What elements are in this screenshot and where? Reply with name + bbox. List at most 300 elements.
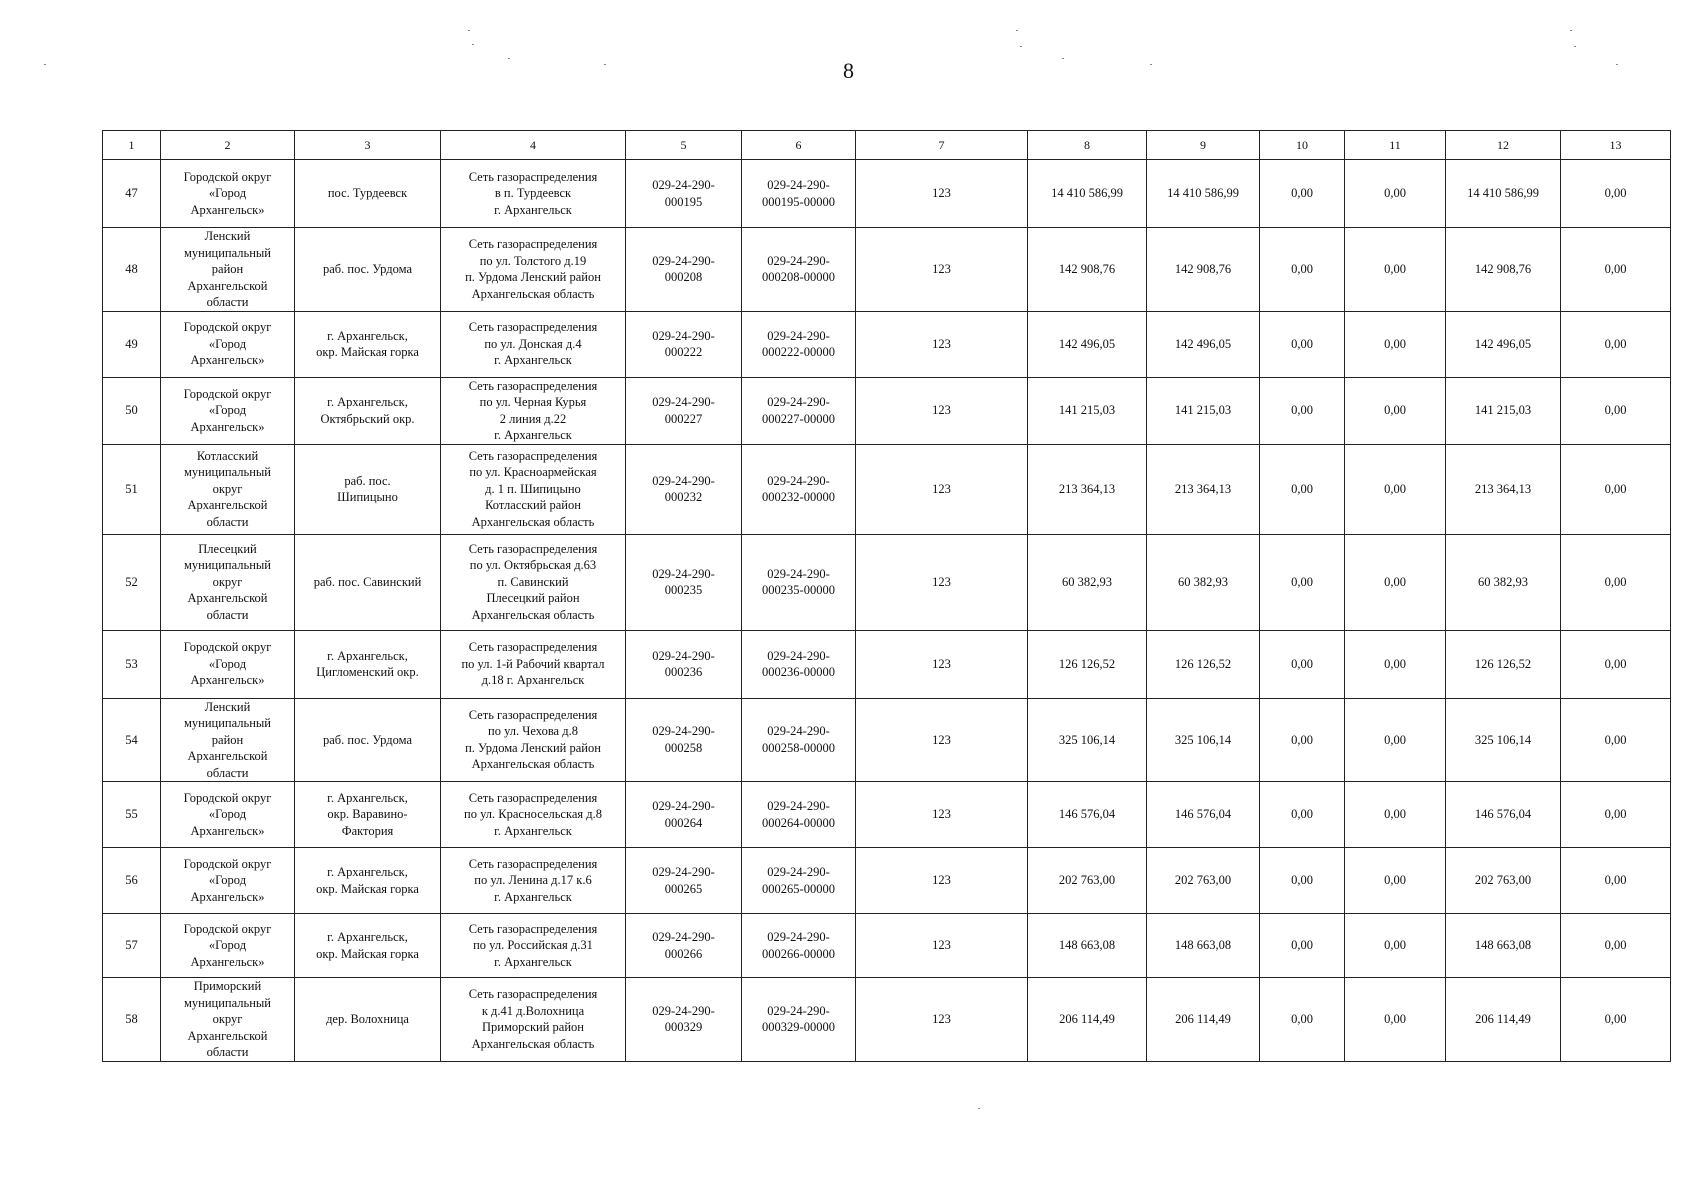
full-code-line: 000236-00000: [762, 665, 835, 679]
locality-cell: [295, 377, 441, 444]
district-cell: [161, 782, 295, 848]
col9-value-cell: 142 908,76: [1147, 228, 1260, 312]
full-code-line: 029-24-290-: [767, 648, 830, 663]
col12-value-cell: 325 106,14: [1446, 698, 1561, 782]
district-line: муниципальный: [184, 558, 271, 573]
col9-value-cell: 202 763,00: [1147, 848, 1260, 914]
col12-value-cell: 14 410 586,99: [1446, 160, 1561, 228]
locality-cell: [295, 228, 441, 312]
table-row: [103, 698, 1671, 782]
full-code-line: 029-24-290-: [767, 178, 830, 192]
object-name-line: Сеть газораспределения: [468, 790, 598, 805]
object-name-line: Сеть газораспределения: [468, 378, 598, 393]
object-name-line: Архангельская область: [471, 607, 595, 622]
full-code-line: 000329-00000: [762, 1020, 835, 1035]
scan-speck: [1574, 46, 1576, 47]
full-code-cell: [742, 444, 856, 534]
table-row: [103, 914, 1671, 978]
locality-line: г. Архангельск,: [327, 395, 408, 409]
object-code-line: 029-24-290-: [652, 930, 715, 944]
object-code-line: 029-24-290-: [652, 566, 715, 581]
district-line: «Город: [208, 938, 247, 953]
col7-cell: 123: [856, 782, 1028, 848]
col9-value-cell: 126 126,52: [1147, 630, 1260, 698]
object-name-cell: [441, 311, 626, 377]
full-code-line: 000265-00000: [762, 881, 835, 896]
full-code-line: 029-24-290-: [767, 724, 830, 739]
scan-speck: [472, 44, 474, 45]
locality-cell: [295, 160, 441, 228]
locality-cell: [295, 630, 441, 698]
col10-value-cell: 0,00: [1260, 377, 1345, 444]
full-code-line: 029-24-290-: [767, 473, 830, 488]
object-code-cell: [626, 534, 742, 630]
object-code-line: 000222: [664, 345, 703, 359]
col13-value-cell: 0,00: [1561, 377, 1671, 444]
district-line: муниципальный: [184, 245, 271, 260]
district-line: Архангельской: [187, 591, 268, 606]
col7-cell: 123: [856, 160, 1028, 228]
col10-value-cell: 0,00: [1260, 444, 1345, 534]
col13-value-cell: 0,00: [1561, 848, 1671, 914]
district-line: Архангельск»: [190, 954, 265, 969]
column-header: 7: [856, 131, 1028, 160]
object-code-line: 000232: [664, 490, 703, 504]
full-code-line: 029-24-290-: [767, 1003, 830, 1018]
col9-value-cell: 213 364,13: [1147, 444, 1260, 534]
full-code-line: 029-24-290-: [767, 328, 830, 343]
locality-line: раб. пос. Урдома: [322, 262, 413, 276]
col12-value-cell: 148 663,08: [1446, 914, 1561, 978]
object-name-cell: [441, 228, 626, 312]
column-header: 8: [1028, 131, 1147, 160]
col10-value-cell: 0,00: [1260, 311, 1345, 377]
col11-value-cell: 0,00: [1345, 914, 1446, 978]
table-row: [103, 782, 1671, 848]
object-code-line: 029-24-290-: [652, 724, 715, 739]
locality-line: Шипицыно: [337, 490, 398, 504]
district-line: Ленский: [204, 229, 251, 243]
object-code-line: 000195: [664, 194, 703, 209]
col11-value-cell: 0,00: [1345, 160, 1446, 228]
object-code-line: 000329: [664, 1020, 703, 1035]
district-line: Городской округ: [183, 790, 272, 805]
col8-value-cell: 202 763,00: [1028, 848, 1147, 914]
object-name-line: по ул. Российская д.31: [473, 938, 593, 953]
object-name-line: Архангельская область: [471, 286, 595, 301]
district-line: «Город: [208, 403, 247, 418]
object-code-cell: [626, 914, 742, 978]
object-name-line: Сеть газораспределения: [468, 921, 598, 936]
full-code-line: 000208-00000: [762, 270, 835, 285]
locality-cell: [295, 311, 441, 377]
full-code-line: 000258-00000: [762, 740, 835, 755]
row-number-cell: 56: [103, 848, 161, 914]
district-line: Городской округ: [183, 640, 272, 655]
district-cell: [161, 160, 295, 228]
district-cell: [161, 534, 295, 630]
object-name-line: г. Архангельск: [494, 889, 572, 904]
col11-value-cell: 0,00: [1345, 630, 1446, 698]
column-header: 5: [626, 131, 742, 160]
full-code-line: 029-24-290-: [767, 395, 830, 409]
row-number-cell: 57: [103, 914, 161, 978]
col8-value-cell: 14 410 586,99: [1028, 160, 1147, 228]
object-name-line: Плесецкий район: [486, 591, 580, 606]
district-line: «Город: [208, 873, 247, 888]
object-code-line: 029-24-290-: [652, 473, 715, 488]
table-row: [103, 848, 1671, 914]
district-line: Городской округ: [183, 320, 272, 335]
full-code-line: 000232-00000: [762, 490, 835, 504]
col12-value-cell: 142 908,76: [1446, 228, 1561, 312]
page-number: 8: [843, 58, 854, 83]
locality-cell: [295, 914, 441, 978]
object-name-line: д. 1 п. Шипицыно: [485, 481, 581, 496]
column-header: 12: [1446, 131, 1561, 160]
col7-cell: 123: [856, 534, 1028, 630]
object-code-line: 000258: [664, 740, 703, 755]
full-code-line: 000222-00000: [762, 345, 835, 359]
col12-value-cell: 202 763,00: [1446, 848, 1561, 914]
col7-cell: 123: [856, 630, 1028, 698]
locality-line: Фактория: [341, 823, 394, 838]
district-line: Ленский: [204, 699, 251, 714]
col12-value-cell: 142 496,05: [1446, 311, 1561, 377]
district-line: район: [211, 262, 244, 276]
object-name-line: Сеть газораспределения: [468, 320, 598, 335]
col7-cell: 123: [856, 914, 1028, 978]
table-row: [103, 534, 1671, 630]
col10-value-cell: 0,00: [1260, 630, 1345, 698]
district-line: области: [206, 295, 249, 309]
object-name-line: Приморский район: [482, 1020, 584, 1035]
full-code-cell: [742, 630, 856, 698]
col13-value-cell: 0,00: [1561, 914, 1671, 978]
col9-value-cell: 14 410 586,99: [1147, 160, 1260, 228]
district-cell: [161, 978, 295, 1062]
column-header: 6: [742, 131, 856, 160]
object-name-cell: [441, 848, 626, 914]
row-number-cell: 54: [103, 698, 161, 782]
full-code-cell: [742, 698, 856, 782]
object-name-line: к д.41 д.Волохница: [481, 1003, 585, 1018]
object-code-line: 029-24-290-: [652, 253, 715, 268]
district-line: район: [211, 732, 244, 747]
district-line: Архангельск»: [190, 202, 265, 217]
object-code-cell: [626, 698, 742, 782]
locality-line: дер. Волохница: [326, 1012, 409, 1026]
full-code-cell: [742, 534, 856, 630]
scan-speck: [978, 1108, 980, 1109]
full-code-cell: [742, 914, 856, 978]
object-code-cell: [626, 630, 742, 698]
col11-value-cell: 0,00: [1345, 698, 1446, 782]
district-cell: [161, 698, 295, 782]
locality-line: раб. пос.: [344, 473, 391, 488]
row-number-cell: 50: [103, 377, 161, 444]
object-name-line: п. Урдома Ленский район: [465, 270, 601, 285]
district-line: Архангельской: [187, 278, 268, 293]
locality-line: раб. пос. Урдома: [322, 732, 413, 747]
object-name-line: по ул. 1-й Рабочий квартал: [461, 656, 605, 671]
full-code-line: 029-24-290-: [767, 799, 830, 813]
col13-value-cell: 0,00: [1561, 228, 1671, 312]
object-code-cell: [626, 377, 742, 444]
col8-value-cell: 213 364,13: [1028, 444, 1147, 534]
col13-value-cell: 0,00: [1561, 311, 1671, 377]
object-name-line: по ул. Октябрьская д.63: [469, 558, 597, 573]
row-number-cell: 58: [103, 978, 161, 1062]
object-code-line: 029-24-290-: [652, 648, 715, 663]
col11-value-cell: 0,00: [1345, 311, 1446, 377]
col13-value-cell: 0,00: [1561, 444, 1671, 534]
district-line: Городской округ: [183, 856, 272, 871]
object-name-line: г. Архангельск: [494, 823, 572, 838]
header-row: [103, 131, 1671, 160]
object-code-cell: [626, 311, 742, 377]
col13-value-cell: 0,00: [1561, 534, 1671, 630]
object-name-line: Сеть газораспределения: [468, 237, 598, 252]
col10-value-cell: 0,00: [1260, 848, 1345, 914]
col13-value-cell: 0,00: [1561, 698, 1671, 782]
col12-value-cell: 141 215,03: [1446, 377, 1561, 444]
full-code-cell: [742, 978, 856, 1062]
district-line: «Город: [208, 186, 247, 201]
col10-value-cell: 0,00: [1260, 228, 1345, 312]
district-line: Архангельск»: [190, 353, 265, 368]
col10-value-cell: 0,00: [1260, 534, 1345, 630]
column-header: 1: [103, 131, 161, 160]
object-name-line: Сеть газораспределения: [468, 541, 598, 556]
object-code-cell: [626, 978, 742, 1062]
object-name-line: Сеть газораспределения: [468, 707, 598, 722]
locality-line: окр. Майская горка: [316, 946, 419, 961]
object-code-cell: [626, 160, 742, 228]
district-line: Архангельской: [187, 1028, 268, 1043]
district-line: Архангельской: [187, 498, 268, 513]
full-code-line: 000227-00000: [762, 411, 835, 426]
district-line: Архангельск»: [190, 673, 265, 688]
col8-value-cell: 206 114,49: [1028, 978, 1147, 1062]
col9-value-cell: 148 663,08: [1147, 914, 1260, 978]
table-row: [103, 630, 1671, 698]
object-name-line: Сеть газораспределения: [468, 987, 598, 1002]
row-number-cell: 51: [103, 444, 161, 534]
col13-value-cell: 0,00: [1561, 630, 1671, 698]
col7-cell: 123: [856, 228, 1028, 312]
col11-value-cell: 0,00: [1345, 782, 1446, 848]
object-name-cell: [441, 377, 626, 444]
district-line: «Город: [208, 807, 247, 822]
object-code-line: 000266: [664, 946, 703, 961]
district-cell: [161, 848, 295, 914]
object-code-line: 029-24-290-: [652, 799, 715, 813]
col7-cell: 123: [856, 978, 1028, 1062]
district-cell: [161, 377, 295, 444]
district-line: области: [206, 514, 249, 529]
locality-line: окр. Варавино-: [327, 807, 408, 822]
col9-value-cell: 146 576,04: [1147, 782, 1260, 848]
object-code-line: 000264: [664, 815, 703, 830]
locality-cell: [295, 782, 441, 848]
col8-value-cell: 325 106,14: [1028, 698, 1147, 782]
full-code-line: 029-24-290-: [767, 865, 830, 879]
col7-cell: 123: [856, 311, 1028, 377]
object-code-line: 000208: [664, 270, 703, 285]
object-name-line: Архангельская область: [471, 514, 595, 529]
table-row: [103, 377, 1671, 444]
locality-cell: [295, 534, 441, 630]
col12-value-cell: 126 126,52: [1446, 630, 1561, 698]
object-name-cell: [441, 698, 626, 782]
col12-value-cell: 60 382,93: [1446, 534, 1561, 630]
col10-value-cell: 0,00: [1260, 160, 1345, 228]
table-row: [103, 978, 1671, 1062]
column-header: 9: [1147, 131, 1260, 160]
district-cell: [161, 311, 295, 377]
object-name-line: Сеть газораспределения: [468, 448, 598, 463]
col10-value-cell: 0,00: [1260, 978, 1345, 1062]
col9-value-cell: 206 114,49: [1147, 978, 1260, 1062]
object-name-line: Сеть газораспределения: [468, 640, 598, 655]
object-name-cell: [441, 534, 626, 630]
col8-value-cell: 148 663,08: [1028, 914, 1147, 978]
district-line: муниципальный: [184, 995, 271, 1010]
col11-value-cell: 0,00: [1345, 377, 1446, 444]
object-name-line: в п. Турдеевск: [494, 186, 572, 201]
locality-line: окр. Майская горка: [316, 345, 419, 359]
col7-cell: 123: [856, 377, 1028, 444]
object-name-cell: [441, 630, 626, 698]
district-cell: [161, 444, 295, 534]
row-number-cell: 53: [103, 630, 161, 698]
col9-value-cell: 141 215,03: [1147, 377, 1260, 444]
col10-value-cell: 0,00: [1260, 914, 1345, 978]
district-line: области: [206, 1045, 249, 1059]
locality-cell: [295, 698, 441, 782]
full-code-line: 000264-00000: [762, 815, 835, 830]
col10-value-cell: 0,00: [1260, 698, 1345, 782]
district-line: округ: [212, 481, 243, 496]
row-number-cell: 48: [103, 228, 161, 312]
object-code-line: 029-24-290-: [652, 178, 715, 192]
col7-cell: 123: [856, 848, 1028, 914]
locality-cell: [295, 444, 441, 534]
locality-line: окр. Майская горка: [316, 881, 419, 896]
locality-cell: [295, 848, 441, 914]
object-name-line: по ул. Красноармейская: [469, 465, 597, 480]
col13-value-cell: 0,00: [1561, 782, 1671, 848]
full-code-cell: [742, 377, 856, 444]
district-cell: [161, 630, 295, 698]
district-line: Архангельск»: [190, 823, 265, 838]
col9-value-cell: 60 382,93: [1147, 534, 1260, 630]
locality-line: г. Архангельск,: [327, 790, 408, 805]
locality-cell: [295, 978, 441, 1062]
table-row: [103, 228, 1671, 312]
locality-line: г. Архангельск,: [327, 865, 408, 879]
full-code-cell: [742, 228, 856, 312]
district-line: области: [206, 765, 249, 780]
table-body: [103, 160, 1671, 1062]
object-name-cell: [441, 978, 626, 1062]
district-line: Архангельской: [187, 749, 268, 763]
col8-value-cell: 142 908,76: [1028, 228, 1147, 312]
object-code-line: 029-24-290-: [652, 1003, 715, 1018]
locality-line: г. Архангельск,: [327, 328, 408, 343]
object-name-line: Архангельская область: [471, 757, 595, 772]
column-header: 10: [1260, 131, 1345, 160]
object-name-line: п. Савинский: [497, 574, 569, 589]
district-line: муниципальный: [184, 716, 271, 730]
row-number-cell: 49: [103, 311, 161, 377]
col8-value-cell: 126 126,52: [1028, 630, 1147, 698]
district-line: Приморский: [193, 979, 262, 993]
full-code-line: 000235-00000: [762, 583, 835, 597]
object-code-cell: [626, 444, 742, 534]
full-code-line: 000266-00000: [762, 946, 835, 961]
object-name-line: п. Урдома Ленский район: [465, 740, 601, 755]
col8-value-cell: 60 382,93: [1028, 534, 1147, 630]
object-name-line: Сеть газораспределения: [468, 856, 598, 871]
scan-speck: [468, 30, 470, 31]
full-code-cell: [742, 848, 856, 914]
object-name-cell: [441, 444, 626, 534]
object-code-line: 000235: [664, 583, 703, 597]
locality-line: раб. пос. Савинский: [313, 574, 422, 589]
object-code-line: 000227: [664, 411, 703, 426]
district-line: области: [206, 607, 249, 622]
table-row: [103, 444, 1671, 534]
object-name-line: Котласский район: [485, 498, 581, 513]
col12-value-cell: 146 576,04: [1446, 782, 1561, 848]
object-code-line: 000265: [664, 881, 703, 896]
column-header: 3: [295, 131, 441, 160]
locality-line: г. Архангельск,: [327, 930, 408, 944]
full-code-line: 029-24-290-: [767, 930, 830, 944]
row-number-cell: 55: [103, 782, 161, 848]
scan-speck: [1570, 30, 1572, 31]
object-name-line: г. Архангельск: [494, 954, 572, 969]
col7-cell: 123: [856, 698, 1028, 782]
object-code-line: 029-24-290-: [652, 328, 715, 343]
object-name-line: по ул. Черная Курья: [479, 395, 587, 409]
object-code-cell: [626, 228, 742, 312]
scan-speck: [1016, 30, 1018, 31]
object-name-cell: [441, 914, 626, 978]
row-number-cell: 47: [103, 160, 161, 228]
object-name-line: д.18 г. Архангельск: [481, 673, 585, 688]
column-header: 2: [161, 131, 295, 160]
locality-line: пос. Турдеевск: [327, 186, 408, 201]
full-code-cell: [742, 160, 856, 228]
district-line: округ: [212, 574, 243, 589]
district-line: «Город: [208, 656, 247, 671]
col9-value-cell: 325 106,14: [1147, 698, 1260, 782]
full-code-cell: [742, 782, 856, 848]
district-line: Плесецкий: [198, 541, 257, 556]
district-line: Городской округ: [183, 169, 272, 184]
object-code-line: 000236: [664, 665, 703, 679]
district-line: «Город: [208, 336, 247, 351]
col13-value-cell: 0,00: [1561, 160, 1671, 228]
object-name-line: г. Архангельск: [494, 353, 572, 368]
object-name-line: по ул. Ленина д.17 к.6: [474, 873, 592, 888]
district-line: Архангельск»: [190, 889, 265, 904]
column-header: 13: [1561, 131, 1671, 160]
table-row: [103, 311, 1671, 377]
